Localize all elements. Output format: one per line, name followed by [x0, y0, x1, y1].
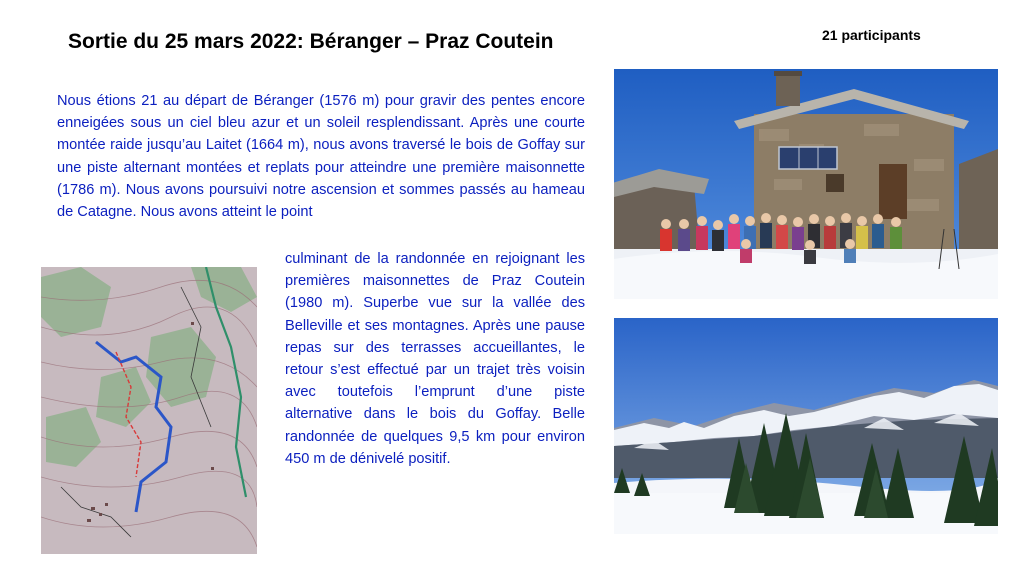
topographic-map-image	[41, 267, 257, 554]
map-graphic	[41, 267, 257, 554]
group-photo-graphic	[614, 69, 998, 299]
mountain-photo-graphic	[614, 318, 998, 534]
slide-title: Sortie du 25 mars 2022: Béranger – Praz Coutein	[68, 30, 554, 53]
paragraph-top: Nous étions 21 au départ de Béranger (1576 m) pour gravir des pentes encore enneigées sous un ciel bleu azur et un soleil resplendissant. Après une courte montée raide jusqu’au Laitet (1664 m), nous avons traversé le bois de Goffay sur une piste alternant montées et replats pour atteindre une première maisonnette (1786 m). Nous avons poursuivi notre ascension et sommes passés au hameau de Catagne. Nous avons atteint le point	[57, 93, 585, 221]
mountain-photo-image	[614, 318, 998, 534]
participants-count: 21 participants	[822, 27, 921, 43]
paragraph-side: culminant de la randonnée en rejoignant les premières maisonnettes de Praz Coutein (1980 m). Superbe vue sur la vallée des Belleville et ses montagnes. Après une pause repas sur des terrasses accueillantes, le retour s’est effectué par un trajet très voisin avec toutefois l’emprunt d’une piste alternative dans le bois du Goffay. Belle randonnée de quelques 9,5 km pour environ 450 m de dénivelé positif.	[285, 251, 585, 467]
group-photo-image	[614, 69, 998, 299]
